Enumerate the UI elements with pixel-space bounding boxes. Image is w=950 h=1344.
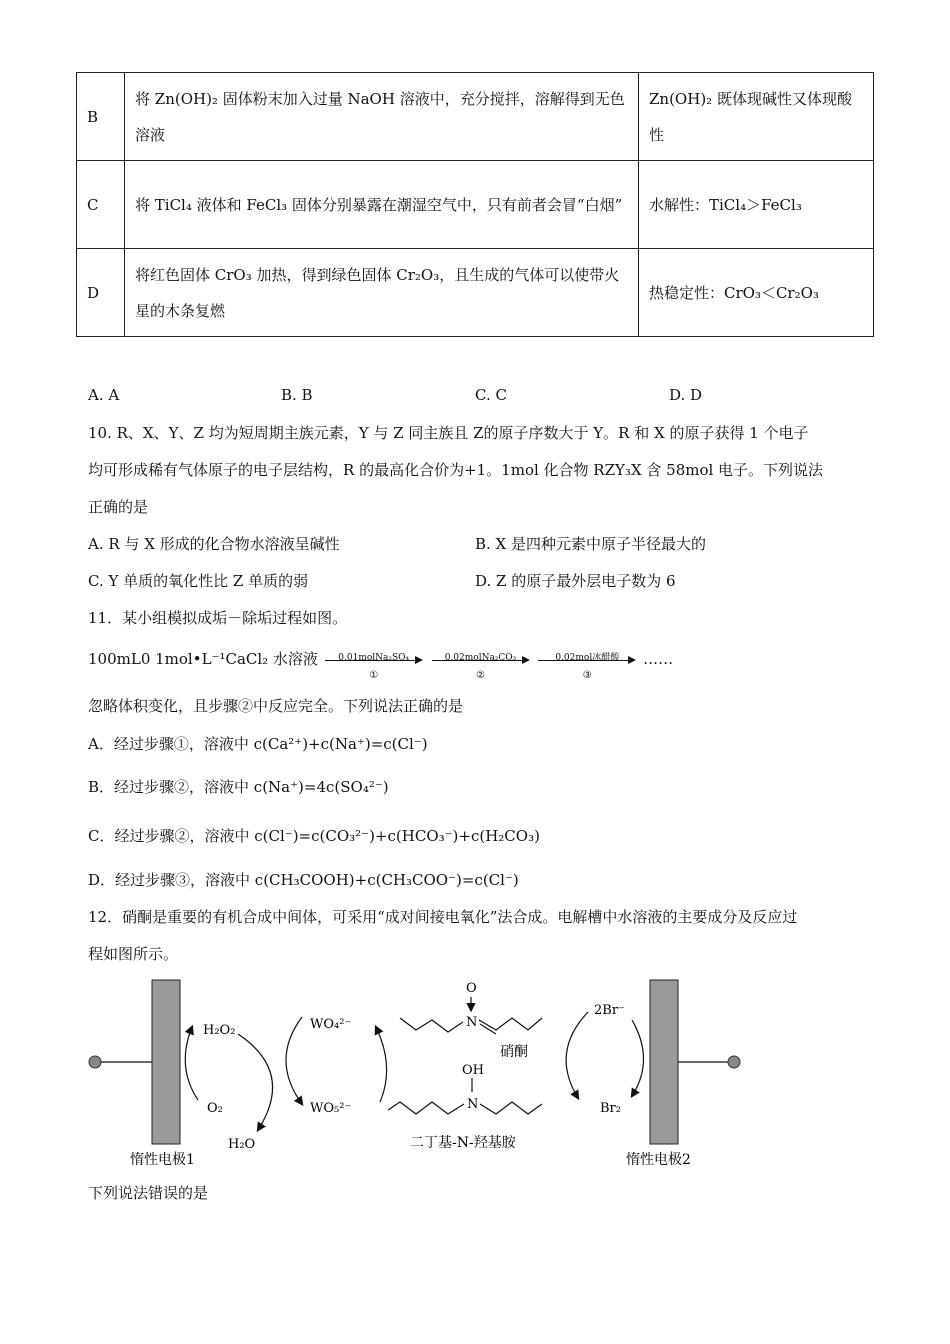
q9-option-b[interactable]: B. B <box>281 386 313 404</box>
q11-step-3-arrow <box>538 647 636 681</box>
o2-to-h2o2-arrow <box>185 1027 198 1100</box>
br2-label: Br₂ <box>600 1101 621 1116</box>
q11-start-solution: 100mL0 1mol•L⁻¹CaCl₂ 水溶液 <box>88 650 318 668</box>
experiment-cell: 将红色固体 CrO₃ 加热，得到绿色固体 Cr₂O₃，且生成的气体可以使带火星的木条复燃 <box>125 249 639 337</box>
br-to-br2-arrow <box>566 1012 588 1098</box>
nitrone-n-label: N <box>466 1015 478 1030</box>
h2o-label: H₂O <box>228 1137 256 1152</box>
q10-stem-line2: 均可形成稀有气体原子的电子层结构，R 的最高化合价为+1。1mol 化合物 RZY₃X 含 58mol 电子。下列说法 <box>88 461 824 479</box>
q11-note: 忽略体积变化，且步骤②中反应完全。下列说法正确的是 <box>88 697 464 715</box>
q9-table <box>76 72 874 337</box>
q11-step-2-num: ② <box>476 670 485 681</box>
q11-option-c[interactable]: C．经过步骤②，溶液中 c(Cl⁻)=c(CO₃²⁻)+c(HCO₃⁻)+c(H₂CO₃) <box>88 827 540 845</box>
q11-option-b[interactable]: B．经过步骤②，溶液中 c(Na⁺)=4c(SO₄²⁻) <box>88 778 389 796</box>
nitrone-o-label: O <box>466 981 477 996</box>
option-cell: D <box>77 249 125 337</box>
conclusion-cell: 水解性：TiCl₄＞FeCl₃ <box>639 161 874 249</box>
hydroxylamine-right-chain <box>480 1102 542 1114</box>
q11-step-2-arrow <box>432 647 530 681</box>
wo5-to-wo4-arrow <box>376 1027 387 1102</box>
conclusion-cell: Zn(OH)₂ 既体现碱性又体现酸性 <box>639 73 874 161</box>
q11-ellipsis: …… <box>643 650 674 668</box>
electrode-2-label: 惰性电极2 <box>626 1152 691 1168</box>
br-minus-label: 2Br⁻ <box>594 1003 625 1018</box>
nitrone-right-chain <box>479 1018 542 1030</box>
q9-option-d[interactable]: D. D <box>669 386 703 404</box>
q11-step-3-label: 0.02mol冰醋酸 <box>555 653 620 663</box>
q11-flow <box>88 645 674 681</box>
table-row <box>77 249 874 337</box>
terminal-2-icon <box>728 1056 740 1068</box>
h2o2-to-h2o-arrow <box>238 1034 273 1130</box>
hydroxylamine-oh-label: OH <box>462 1063 484 1078</box>
wo4-to-wo5-arrow <box>286 1017 302 1104</box>
conclusion-cell: 热稳定性：CrO₃＜Cr₂O₃ <box>639 249 874 337</box>
q9-option-c[interactable]: C. C <box>475 386 507 404</box>
wo4-label: WO₄²⁻ <box>310 1017 352 1032</box>
arrow-line <box>432 660 524 661</box>
hydroxylamine-n-label: N <box>467 1097 479 1112</box>
q11-option-d[interactable]: D．经过步骤③，溶液中 c(CH₃COOH)+c(CH₃COO⁻)=c(Cl⁻) <box>88 871 519 889</box>
q10-stem-line3: 正确的是 <box>88 498 149 516</box>
q12-question: 下列说法错误的是 <box>88 1184 209 1202</box>
experiment-cell: 将 TiCl₄ 液体和 FeCl₃ 固体分别暴露在潮湿空气中，只有前者会冒“白烟” <box>125 161 639 249</box>
q12-stem-line2: 程如图所示。 <box>88 945 179 963</box>
o2-label: O₂ <box>207 1101 223 1116</box>
q11-step-1-label: 0.01molNa₂SO₄ <box>338 653 410 663</box>
electrode-2 <box>650 980 678 1144</box>
nitrone-left-chain <box>400 1018 463 1032</box>
q9-option-a[interactable]: A. A <box>88 386 120 404</box>
arrow-line <box>325 660 417 661</box>
q11-stem: 11．某小组模拟成垢－除垢过程如图。 <box>88 609 348 627</box>
hydroxylamine-left-chain <box>388 1102 464 1114</box>
option-cell: B <box>77 73 125 161</box>
q11-step-1-arrow <box>325 647 423 681</box>
wo5-label: WO₅²⁻ <box>310 1101 352 1116</box>
q11-option-a[interactable]: A．经过步骤①，溶液中 c(Ca²⁺)+c(Na⁺)=c(Cl⁻) <box>88 735 428 753</box>
nitrone-label: 硝酮 <box>500 1044 528 1060</box>
q11-step-2-label: 0.02molNa₂CO₃ <box>444 653 517 663</box>
table-row <box>77 161 874 249</box>
terminal-1-icon <box>89 1056 101 1068</box>
electrolysis-diagram <box>80 972 760 1182</box>
br-electrode-arrow <box>632 1020 644 1096</box>
q10-option-b[interactable]: B. X 是四种元素中原子半径最大的 <box>475 535 707 553</box>
electrode-1-label: 惰性电极1 <box>130 1152 195 1168</box>
q10-option-c[interactable]: C. Y 单质的氧化性比 Z 单质的弱 <box>88 572 309 590</box>
q9-options <box>88 384 868 406</box>
electrode-1 <box>152 980 180 1144</box>
table-row <box>77 73 874 161</box>
q10-option-d[interactable]: D. Z 的原子最外层电子数为 6 <box>475 572 676 590</box>
hydroxylamine-label: 二丁基-N-羟基胺 <box>410 1135 516 1151</box>
q10-stem-line1: 10. R、X、Y、Z 均为短周期主族元素，Y 与 Z 同主族且 Z的原子序数大于 Y。R 和 X 的原子获得 1 个电子 <box>88 424 809 442</box>
q12-stem-line1: 12．硝酮是重要的有机合成中间体，可采用“成对间接电氧化”法合成。电解槽中水溶液的主要成分及反应过 <box>88 908 798 926</box>
experiment-cell: 将 Zn(OH)₂ 固体粉末加入过量 NaOH 溶液中，充分搅拌，溶解得到无色溶液 <box>125 73 639 161</box>
h2o2-label: H₂O₂ <box>203 1023 236 1038</box>
option-cell: C <box>77 161 125 249</box>
q11-step-3-num: ③ <box>582 670 592 681</box>
arrow-line <box>538 660 630 661</box>
q10-option-a[interactable]: A. R 与 X 形成的化合物水溶液呈碱性 <box>88 535 340 553</box>
q11-step-1-num: ① <box>369 670 379 681</box>
